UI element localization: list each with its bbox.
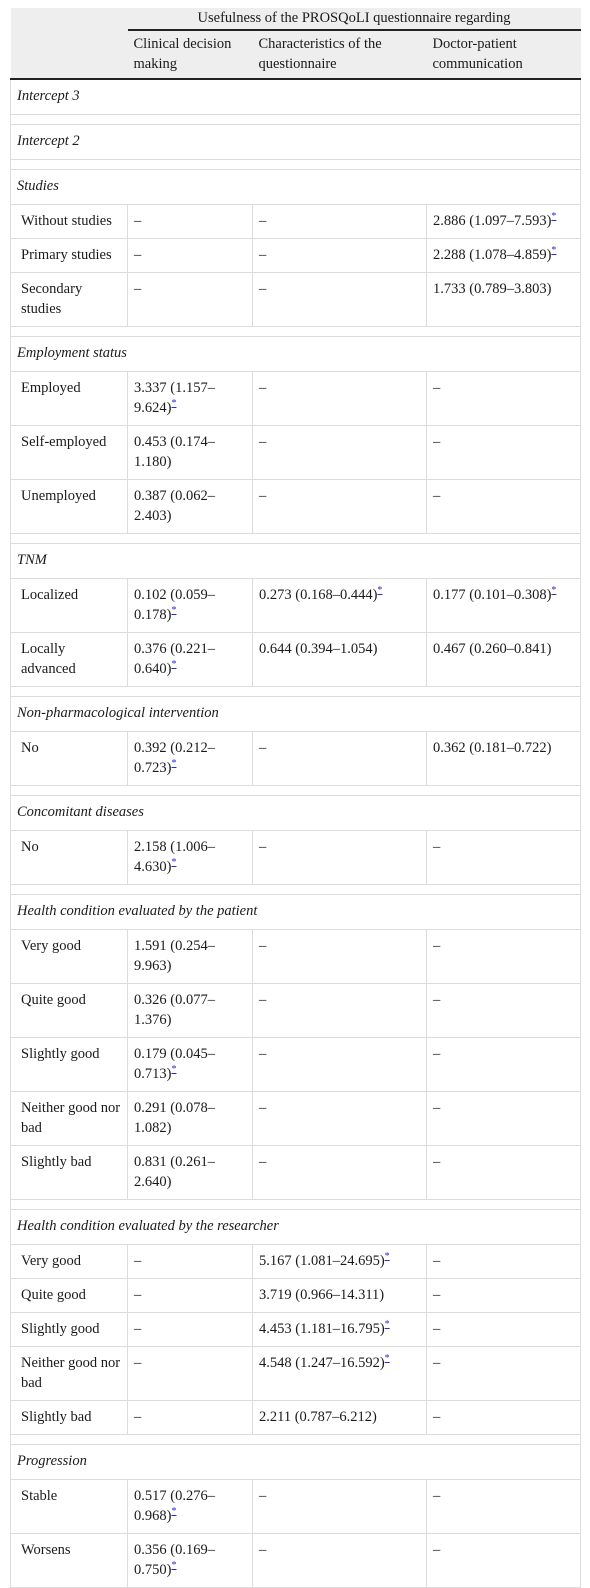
section-row [11, 125, 581, 160]
spacer-cell [11, 786, 581, 796]
header-empty-cell [11, 8, 128, 79]
results-table [10, 8, 581, 1588]
cell-value: 2.886 (1.097–7.593) [433, 213, 552, 229]
table-row [11, 1534, 581, 1588]
cell-value: – [433, 1488, 441, 1504]
value-cell [128, 239, 253, 273]
value-cell [253, 732, 427, 786]
table-row [11, 579, 581, 633]
value-cell [253, 1245, 427, 1279]
cell-value: – [259, 839, 267, 855]
cell-value: – [433, 1409, 441, 1425]
cell-value: 0.362 (0.181–0.722) [433, 740, 552, 756]
spacer-cell [11, 687, 581, 697]
value-cell [427, 1534, 581, 1588]
value-cell [253, 372, 427, 426]
value-cell [253, 1279, 427, 1313]
section-title: Concomitant diseases [11, 796, 581, 831]
section-title: Progression [11, 1445, 581, 1480]
spacer-row [11, 115, 581, 125]
value-cell [128, 984, 253, 1038]
row-label: Worsens [11, 1534, 128, 1588]
spacer-row [11, 687, 581, 697]
table-row [11, 239, 581, 273]
cell-value: 0.356 (0.169–0.750) [134, 1542, 215, 1578]
significance-marker[interactable]: * [551, 585, 557, 597]
value-cell [253, 1146, 427, 1200]
spacer-row [11, 786, 581, 796]
table-row [11, 633, 581, 687]
cell-value: – [433, 1321, 441, 1337]
value-cell [128, 633, 253, 687]
header-col-characteristics: Characteristics of the questionnaire [253, 30, 427, 79]
header-col-communication: Doctor-patient communication [427, 30, 581, 79]
cell-value: – [433, 488, 441, 504]
cell-value: – [259, 247, 267, 263]
cell-value: – [259, 488, 267, 504]
row-label: Quite good [11, 1279, 128, 1313]
row-label: Very good [11, 930, 128, 984]
value-cell [253, 579, 427, 633]
value-cell [427, 633, 581, 687]
section-row [11, 544, 581, 579]
cell-value: – [259, 380, 267, 396]
row-label: Very good [11, 1245, 128, 1279]
value-cell [253, 1038, 427, 1092]
cell-value: 0.177 (0.101–0.308) [433, 587, 552, 603]
value-cell [427, 1313, 581, 1347]
value-cell [253, 1313, 427, 1347]
value-cell [427, 1038, 581, 1092]
cell-value: 0.831 (0.261–2.640) [134, 1154, 215, 1190]
cell-value: – [134, 213, 142, 229]
cell-value: – [134, 1287, 142, 1303]
table-row [11, 1245, 581, 1279]
row-label: Slightly good [11, 1313, 128, 1347]
cell-value: 3.337 (1.157–9.624) [134, 380, 215, 416]
spacer-row [11, 1435, 581, 1445]
cell-value: 0.517 (0.276–0.968) [134, 1488, 215, 1524]
cell-value: 0.392 (0.212–0.723) [134, 740, 215, 776]
table-row [11, 205, 581, 239]
cell-value: 4.548 (1.247–16.592) [259, 1355, 385, 1371]
value-cell [128, 480, 253, 534]
value-cell [427, 1480, 581, 1534]
cell-value: – [433, 1046, 441, 1062]
cell-value: 0.102 (0.059–0.178) [134, 587, 215, 623]
value-cell [128, 1313, 253, 1347]
spacer-cell [11, 160, 581, 170]
significance-marker[interactable]: * [171, 857, 177, 869]
section-row [11, 337, 581, 372]
row-label: Slightly bad [11, 1401, 128, 1435]
section-title: Health condition evaluated by the patient [11, 895, 581, 930]
cell-value: – [259, 938, 267, 954]
spacer-cell [11, 1200, 581, 1210]
value-cell [427, 1146, 581, 1200]
value-cell [128, 579, 253, 633]
cell-value: – [259, 434, 267, 450]
value-cell [128, 831, 253, 885]
section-row [11, 796, 581, 831]
value-cell [128, 1245, 253, 1279]
significance-marker[interactable]: * [384, 1251, 390, 1263]
table-row [11, 1038, 581, 1092]
spacer-row [11, 327, 581, 337]
cell-value: – [134, 281, 142, 297]
cell-value: 2.158 (1.006–4.630) [134, 839, 215, 875]
section-row [11, 170, 581, 205]
row-label: Unemployed [11, 480, 128, 534]
value-cell [128, 1534, 253, 1588]
row-label: Slightly bad [11, 1146, 128, 1200]
cell-value: – [259, 1488, 267, 1504]
cell-value: 0.273 (0.168–0.444) [259, 587, 378, 603]
table-row [11, 273, 581, 327]
value-cell [128, 1038, 253, 1092]
value-cell [427, 1092, 581, 1146]
table-row [11, 1092, 581, 1146]
section-row [11, 697, 581, 732]
value-cell [427, 732, 581, 786]
value-cell [427, 273, 581, 327]
table-row [11, 1401, 581, 1435]
value-cell [253, 480, 427, 534]
table-row [11, 1480, 581, 1534]
cell-value: – [259, 213, 267, 229]
section-title: Studies [11, 170, 581, 205]
cell-value: 0.326 (0.077–1.376) [134, 992, 215, 1028]
row-label: Self-employed [11, 426, 128, 480]
value-cell [427, 1245, 581, 1279]
table-row [11, 426, 581, 480]
cell-value: – [433, 992, 441, 1008]
value-cell [128, 1279, 253, 1313]
table-row [11, 1347, 581, 1401]
value-cell [253, 1092, 427, 1146]
table-row [11, 732, 581, 786]
value-cell [128, 1480, 253, 1534]
value-cell [253, 273, 427, 327]
cell-value: 0.467 (0.260–0.841) [433, 641, 552, 657]
value-cell [128, 732, 253, 786]
cell-value: – [433, 1287, 441, 1303]
row-label: No [11, 732, 128, 786]
table-row [11, 1313, 581, 1347]
cell-value: – [259, 281, 267, 297]
row-label: Slightly good [11, 1038, 128, 1092]
value-cell [427, 984, 581, 1038]
cell-value: 2.288 (1.078–4.859) [433, 247, 552, 263]
row-label: Quite good [11, 984, 128, 1038]
table-row [11, 984, 581, 1038]
cell-value: – [433, 1542, 441, 1558]
cell-value: – [433, 1100, 441, 1116]
section-title: Intercept 2 [11, 125, 581, 160]
cell-value: – [134, 1409, 142, 1425]
cell-value: – [433, 1154, 441, 1170]
value-cell [253, 1347, 427, 1401]
value-cell [427, 480, 581, 534]
value-cell [128, 930, 253, 984]
cell-value: 0.376 (0.221–0.640) [134, 641, 215, 677]
significance-marker[interactable]: * [171, 1560, 177, 1572]
value-cell [253, 633, 427, 687]
cell-value: – [259, 1542, 267, 1558]
row-label: Primary studies [11, 239, 128, 273]
value-cell [128, 1092, 253, 1146]
cell-value: – [259, 1154, 267, 1170]
cell-value: 0.644 (0.394–1.054) [259, 641, 378, 657]
cell-value: 0.179 (0.045–0.713) [134, 1046, 215, 1082]
cell-value: 3.719 (0.966–14.311) [259, 1287, 385, 1303]
value-cell [253, 426, 427, 480]
spacer-cell [11, 327, 581, 337]
value-cell [253, 1401, 427, 1435]
value-cell [427, 426, 581, 480]
value-cell [128, 1146, 253, 1200]
row-label: Stable [11, 1480, 128, 1534]
significance-marker[interactable]: * [384, 1319, 390, 1331]
cell-value: – [259, 1046, 267, 1062]
value-cell [128, 205, 253, 239]
value-cell [128, 426, 253, 480]
value-cell [253, 831, 427, 885]
significance-marker[interactable]: * [171, 1506, 177, 1518]
significance-marker[interactable]: * [377, 585, 383, 597]
table-row [11, 930, 581, 984]
value-cell [128, 1347, 253, 1401]
spacer-cell [11, 534, 581, 544]
cell-value: 1.591 (0.254–9.963) [134, 938, 215, 974]
value-cell [253, 205, 427, 239]
significance-marker[interactable]: * [171, 398, 177, 410]
section-title: Non-pharmacological intervention [11, 697, 581, 732]
cell-value: – [433, 938, 441, 954]
section-row [11, 1210, 581, 1245]
cell-value: – [134, 1355, 142, 1371]
table-body [11, 79, 581, 1588]
value-cell [253, 1534, 427, 1588]
section-title: Health condition evaluated by the researcher [11, 1210, 581, 1245]
spacer-cell [11, 115, 581, 125]
value-cell [427, 1401, 581, 1435]
value-cell [427, 205, 581, 239]
section-row [11, 895, 581, 930]
cell-value: 0.453 (0.174–1.180) [134, 434, 215, 470]
table-row [11, 1146, 581, 1200]
table-row [11, 372, 581, 426]
row-label: No [11, 831, 128, 885]
significance-marker[interactable]: * [551, 245, 557, 257]
table-row [11, 480, 581, 534]
section-title: TNM [11, 544, 581, 579]
row-label: Localized [11, 579, 128, 633]
value-cell [427, 372, 581, 426]
value-cell [253, 239, 427, 273]
value-cell [253, 1480, 427, 1534]
row-label: Neither good nor bad [11, 1347, 128, 1401]
spacer-row [11, 534, 581, 544]
cell-value: – [433, 1355, 441, 1371]
cell-value: – [259, 1100, 267, 1116]
value-cell [427, 239, 581, 273]
cell-value: – [134, 1253, 142, 1269]
cell-value: 4.453 (1.181–16.795) [259, 1321, 385, 1337]
value-cell [427, 1347, 581, 1401]
spacer-cell [11, 1435, 581, 1445]
value-cell [128, 273, 253, 327]
cell-value: 0.387 (0.062–2.403) [134, 488, 215, 524]
row-label: Employed [11, 372, 128, 426]
section-row [11, 1445, 581, 1480]
header-col-clinical: Clinical decision making [128, 30, 253, 79]
cell-value: – [134, 1321, 142, 1337]
significance-marker[interactable]: * [551, 211, 557, 223]
cell-value: – [259, 992, 267, 1008]
spacer-row [11, 885, 581, 895]
row-label: Neither good nor bad [11, 1092, 128, 1146]
section-title: Intercept 3 [11, 79, 581, 115]
significance-marker[interactable]: * [171, 659, 177, 671]
value-cell [253, 930, 427, 984]
cell-value: – [433, 1253, 441, 1269]
cell-value: 2.211 (0.787–6.212) [259, 1409, 377, 1425]
value-cell [427, 831, 581, 885]
significance-marker[interactable]: * [171, 605, 177, 617]
row-label: Secondary studies [11, 273, 128, 327]
value-cell [427, 1279, 581, 1313]
value-cell [128, 1401, 253, 1435]
row-label: Without studies [11, 205, 128, 239]
value-cell [253, 984, 427, 1038]
header-group-title: Usefulness of the PROSQoLI questionnaire regarding [128, 8, 581, 30]
cell-value: – [433, 380, 441, 396]
cell-value: 5.167 (1.081–24.695) [259, 1253, 385, 1269]
cell-value: – [433, 434, 441, 450]
spacer-row [11, 160, 581, 170]
value-cell [128, 372, 253, 426]
spacer-cell [11, 885, 581, 895]
table-row [11, 831, 581, 885]
cell-value: – [433, 839, 441, 855]
significance-marker[interactable]: * [171, 1064, 177, 1076]
value-cell [427, 930, 581, 984]
cell-value: – [134, 247, 142, 263]
spacer-row [11, 1200, 581, 1210]
row-label: Locally advanced [11, 633, 128, 687]
section-row [11, 79, 581, 115]
value-cell [427, 579, 581, 633]
section-title: Employment status [11, 337, 581, 372]
significance-marker[interactable]: * [171, 758, 177, 770]
cell-value: 1.733 (0.789–3.803) [433, 281, 552, 297]
significance-marker[interactable]: * [384, 1353, 390, 1365]
cell-value: 0.291 (0.078–1.082) [134, 1100, 215, 1136]
table-row [11, 1279, 581, 1313]
cell-value: – [259, 740, 267, 756]
